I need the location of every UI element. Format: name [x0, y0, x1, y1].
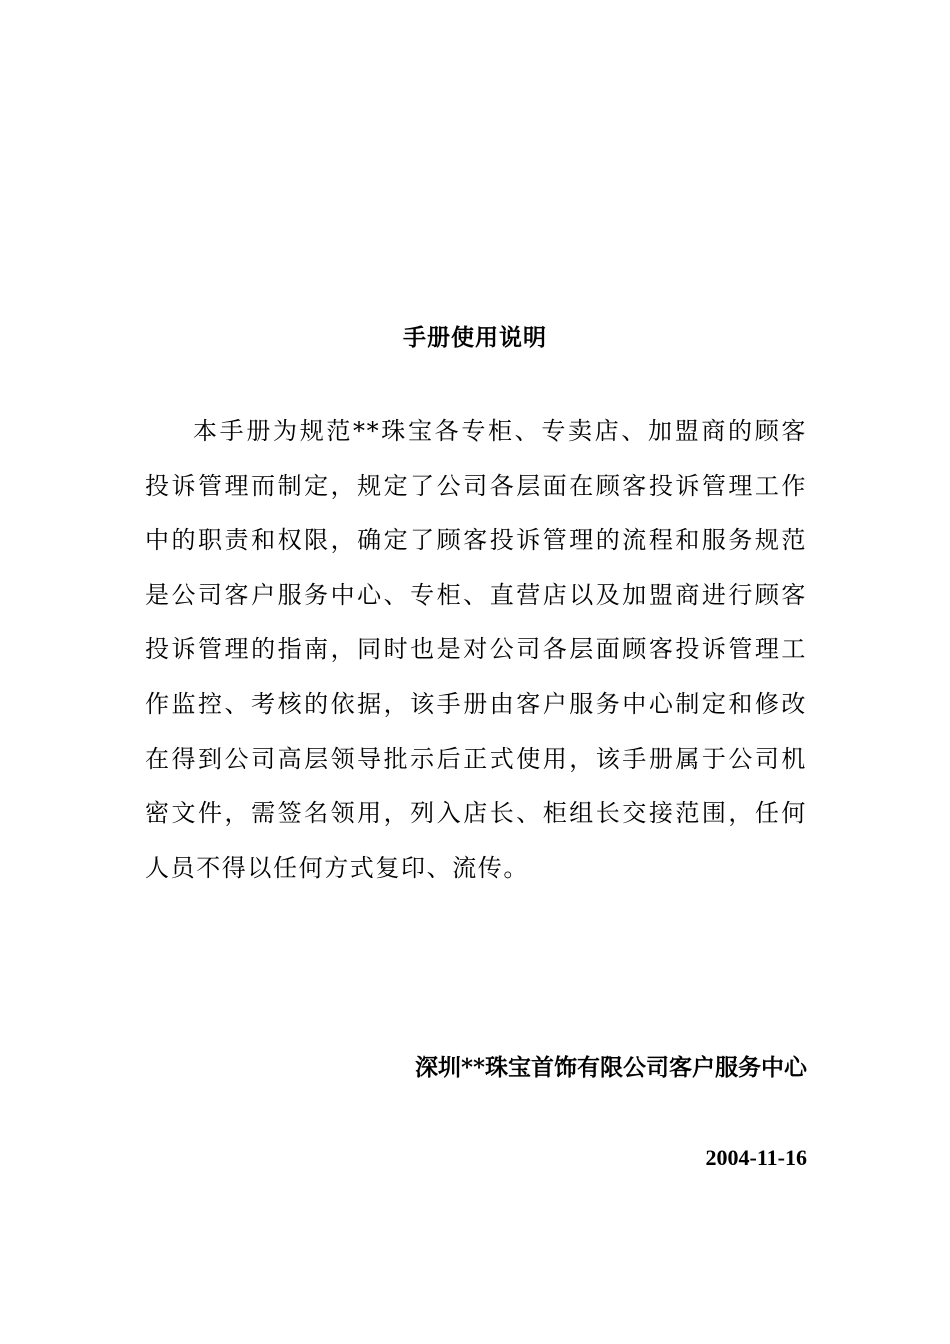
body-line: 投诉管理的指南，同时也是对公司各层面顾客投诉管理工 — [145, 635, 807, 664]
body-line: 是公司客户服务中心、专柜、直营店以及加盟商进行顾客 — [145, 580, 807, 609]
body-line: 人员不得以任何方式复印、流传。 — [145, 853, 529, 882]
body-line: 投诉管理而制定，规定了公司各层面在顾客投诉管理工作 — [145, 471, 807, 500]
body-line: 在得到公司高层领导批示后正式使用，该手册属于公司机 — [145, 744, 807, 773]
document-body — [145, 404, 807, 895]
body-line: 本手册为规范**珠宝各专柜、专卖店、加盟商的顾客 — [193, 417, 807, 445]
body-line: 中的职责和权限，确定了顾客投诉管理的流程和服务规范 — [145, 526, 807, 555]
issuing-organization: 深圳**珠宝首饰有限公司客户服务中心 — [414, 1054, 807, 1081]
document-date: 2004-11-16 — [705, 1145, 807, 1170]
body-line: 作监控、考核的依据，该手册由客户服务中心制定和修改 — [145, 689, 807, 718]
body-line: 密文件，需签名领用，列入店长、柜组长交接范围，任何 — [145, 799, 807, 828]
document-title: 手册使用说明 — [403, 324, 547, 351]
